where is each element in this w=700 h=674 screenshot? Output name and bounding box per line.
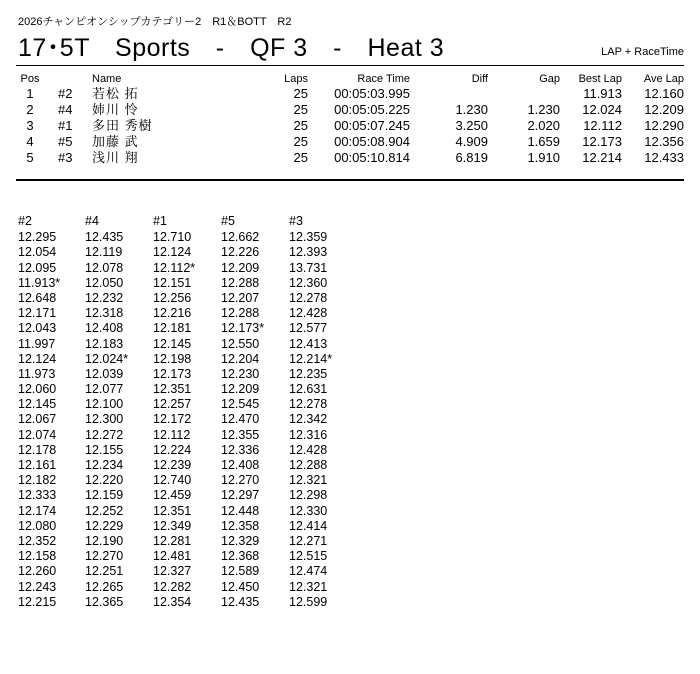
lap-time-cell: 12.515 [289,549,328,564]
lap-time-cell: 12.214* [289,351,333,366]
lap-time-cell: 12.145 [18,397,57,412]
lap-time-cell: 11.913* [18,275,61,290]
lap-time-cell: 12.043 [18,321,57,336]
result-laps: 25 [293,118,308,133]
lap-time-cell: 12.360 [289,275,328,290]
result-driver-name: 姉川 怜 [92,102,139,117]
lap-time-cell: 12.182 [18,473,57,488]
lap-time-cell: 12.329 [221,533,260,548]
lap-time-cell: 12.354 [153,594,192,609]
lap-time-cell: 12.256 [153,290,192,305]
event-name: 2026チャンピオンシップカテゴリー2 R1＆BOTT R2 [18,16,292,28]
result-best-lap: 12.112 [583,118,622,133]
lap-time-cell: 12.448 [221,503,260,518]
lap-time-cell: 12.333 [18,488,57,503]
result-car-number: #2 [58,86,73,101]
lap-time-cell: 12.232 [85,290,124,305]
result-laps: 25 [293,86,308,101]
lap-time-cell: 12.112 [153,427,191,442]
header-divider [16,65,684,66]
lap-time-cell: 12.408 [85,321,124,336]
lap-time-cell: 12.413 [289,336,328,351]
result-gap: 2.020 [527,118,560,133]
lap-time-cell: 12.271 [289,533,328,548]
result-pos: 4 [26,134,34,149]
result-pos: 3 [26,118,34,133]
lap-time-cell: 12.124 [153,245,192,260]
lap-time-cell: 12.648 [18,290,57,305]
lap-time-cell: 12.365 [85,594,124,609]
result-best-lap: 12.214 [582,150,622,165]
lap-time-cell: 12.204 [221,351,260,366]
lap-time-cell: 12.481 [153,549,192,564]
lap-time-cell: 12.252 [85,503,124,518]
lap-time-cell: 12.155 [85,442,124,457]
lap-time-cell: 12.226 [221,245,260,260]
result-ave-lap: 12.160 [644,86,684,101]
lap-time-cell: 12.067 [18,412,57,427]
lap-time-cell: 12.229 [85,518,124,533]
lap-time-cell: 12.428 [289,306,328,321]
lap-time-cell: 12.080 [18,518,57,533]
result-race-time: 00:05:07.245 [334,118,410,133]
lap-time-cell: 11.973 [18,366,56,381]
lap-time-cell: 12.300 [85,412,124,427]
lap-time-cell: 12.577 [289,321,328,336]
lap-time-cell: 12.239 [153,458,192,472]
lap-time-cell: 12.330 [289,503,328,518]
lap-time-cell: 12.631 [289,382,328,397]
lap-time-cell: 12.393 [289,245,328,260]
result-pos: 1 [26,86,34,101]
lap-time-cell: 12.119 [85,245,123,260]
result-best-lap: 11.913 [583,86,622,101]
lap-time-cell: 12.171 [18,306,57,321]
lap-time-cell: 12.321 [289,473,328,488]
lap-time-cell: 12.282 [153,579,192,594]
result-gap: 1.910 [527,150,560,165]
lap-time-cell: 12.368 [221,549,260,564]
lap-time-cell: 12.209 [221,382,260,397]
result-pos: 2 [26,102,34,117]
lap-time-cell: 12.198 [153,351,192,366]
lap-time-cell: 12.428 [289,442,328,457]
lap-time-cell: 12.470 [221,412,260,427]
lap-time-cell: 12.297 [221,488,260,503]
lap-time-cell: 12.054 [18,245,57,260]
lap-time-cell: 12.589 [221,564,260,579]
laps-header: Laps [284,73,308,85]
lap-time-cell: 12.234 [85,458,124,472]
result-laps: 25 [293,150,308,165]
name-header: Name [92,73,122,85]
lap-time-cell: 12.435 [221,594,260,609]
lap-time-cell: 12.321 [289,579,328,594]
lap-time-cell: 12.209 [221,260,260,275]
lap-time-cell: 12.060 [18,382,57,397]
lap-time-cell: 12.298 [289,488,328,503]
lap-time-cell: 12.336 [221,442,260,457]
lap-time-cell: 12.351 [153,503,192,518]
result-diff: 4.909 [455,134,488,149]
result-car-number: #5 [58,134,73,149]
result-car-number: #3 [58,150,73,165]
result-driver-name: 多田 秀樹 [92,118,153,133]
pos-header: Pos [20,73,40,85]
result-race-time: 00:05:08.904 [334,134,410,149]
result-laps: 25 [293,102,308,117]
lap-column-header: #5 [221,214,235,228]
result-row [16,118,684,134]
lap-time-cell: 12.710 [153,230,192,245]
lap-time-cell: 12.545 [221,397,260,412]
lap-time-cell: 12.599 [289,594,328,609]
diff-header: Diff [471,73,488,85]
result-gap: 1.230 [527,102,560,117]
lap-time-cell: 12.662 [221,230,260,245]
lap-time-cell: 12.740 [153,473,192,488]
lap-time-cell: 12.351 [153,382,192,397]
lap-time-cell: 12.216 [153,306,192,321]
lap-time-cell: 12.281 [153,533,192,548]
lap-time-cell: 12.474 [289,564,328,579]
result-diff: 3.250 [455,118,488,133]
ave-lap-header: Ave Lap [643,73,684,85]
lap-time-cell: 12.257 [153,397,192,412]
lap-time-cell: 12.159 [85,488,124,503]
lap-time-cell: 12.450 [221,579,260,594]
lap-time-cell: 12.316 [289,427,328,442]
lap-time-cell: 12.158 [18,549,57,564]
result-row [16,86,684,102]
result-row [16,102,684,118]
lap-time-cell: 12.251 [85,564,124,579]
result-race-time: 00:05:03.995 [334,86,410,101]
lap-time-cell: 12.278 [289,290,328,305]
result-car-number: #1 [58,118,73,133]
lap-time-cell: 12.039 [85,366,124,381]
lap-time-cell: 12.207 [221,290,260,305]
lap-time-cell: 12.145 [153,336,192,351]
result-driver-name: 浅川 翔 [92,150,139,165]
result-laps: 25 [293,134,308,149]
lap-time-cell: 12.077 [85,382,124,397]
result-car-number: #4 [58,102,73,117]
lap-time-cell: 12.435 [85,230,124,245]
lap-time-cell: 12.272 [85,427,124,442]
lap-time-cell: 12.100 [85,397,124,412]
lap-time-cell: 12.349 [153,518,192,533]
lap-time-cell: 12.024* [85,351,129,366]
result-race-time: 00:05:05.225 [334,102,410,117]
result-row [16,150,684,166]
result-pos: 5 [26,150,34,165]
lap-column-header: #2 [18,214,32,228]
lap-time-cell: 12.327 [153,564,192,579]
lap-time-cell: 12.050 [85,275,124,290]
lap-time-cell: 12.190 [85,533,124,548]
result-driver-name: 若松 拓 [92,86,139,101]
result-ave-lap: 12.209 [644,102,684,117]
lap-time-cell: 12.342 [289,412,328,427]
lap-time-cell: 12.288 [221,275,260,290]
lap-time-cell: 12.243 [18,579,57,594]
lap-column-header: #3 [289,214,303,228]
lap-time-cell: 12.459 [153,488,192,503]
lap-time-cell: 12.183 [85,336,124,351]
lap-time-cell: 12.112* [153,260,196,275]
lap-time-cell: 12.265 [85,579,124,594]
lap-time-cell: 12.174 [18,503,57,518]
result-diff: 6.819 [455,150,488,165]
lap-time-cell: 12.172 [153,412,192,427]
lap-time-cell: 12.151 [153,275,192,290]
lap-time-cell: 12.178 [18,442,57,457]
lap-type-label: LAP + RaceTime [601,46,684,58]
results-header-row [16,72,684,86]
result-diff: 1.230 [455,102,488,117]
lap-time-cell: 12.161 [18,458,57,472]
lap-time-cell: 12.260 [18,564,57,579]
result-best-lap: 12.173 [582,134,622,149]
lap-time-cell: 12.235 [289,366,328,381]
lap-time-cell: 12.224 [153,442,192,457]
lap-time-cell: 12.270 [85,549,124,564]
result-row [16,134,684,150]
result-best-lap: 12.024 [582,102,622,117]
lap-time-cell: 12.408 [221,458,260,472]
race-time-header: Race Time [357,73,410,85]
result-ave-lap: 12.433 [644,150,684,165]
lap-time-cell: 12.173 [153,366,192,381]
heat-title: 17･5T Sports - QF 3 - Heat 3 [18,34,445,62]
lap-time-cell: 12.318 [85,306,124,321]
lap-time-cell: 12.074 [18,427,57,442]
lap-time-cell: 12.181 [153,321,192,336]
lap-time-cell: 12.359 [289,230,328,245]
lap-time-cell: 12.295 [18,230,57,245]
lap-time-cell: 12.230 [221,366,260,381]
lap-time-cell: 12.352 [18,533,57,548]
lap-time-cell: 13.731 [289,260,328,275]
lap-time-cell: 12.358 [221,518,260,533]
lap-time-cell: 12.550 [221,336,260,351]
lap-time-cell: 12.288 [289,458,328,472]
lap-time-cell: 12.095 [18,260,57,275]
lap-time-cell: 12.288 [221,306,260,321]
lap-column-header: #1 [153,214,167,228]
lap-column-header: #4 [85,214,99,228]
lap-time-cell: 12.078 [85,260,124,275]
result-driver-name: 加藤 武 [92,134,139,149]
results-table [16,72,684,166]
lap-time-cell: 12.220 [85,473,124,488]
results-divider [16,179,684,181]
lap-time-cell: 12.215 [18,594,57,609]
lap-time-cell: 12.278 [289,397,328,412]
lap-time-cell: 12.355 [221,427,260,442]
lap-time-cell: 12.270 [221,473,260,488]
result-ave-lap: 12.356 [644,134,684,149]
result-ave-lap: 12.290 [644,118,684,133]
lap-time-cell: 12.414 [289,518,328,533]
lap-time-cell: 12.173* [221,321,265,336]
best-lap-header: Best Lap [578,73,622,85]
lap-time-cell: 11.997 [18,336,56,351]
result-race-time: 00:05:10.814 [334,150,410,165]
lap-time-cell: 12.124 [18,351,57,366]
result-gap: 1.659 [527,134,560,149]
gap-header: Gap [539,73,560,85]
